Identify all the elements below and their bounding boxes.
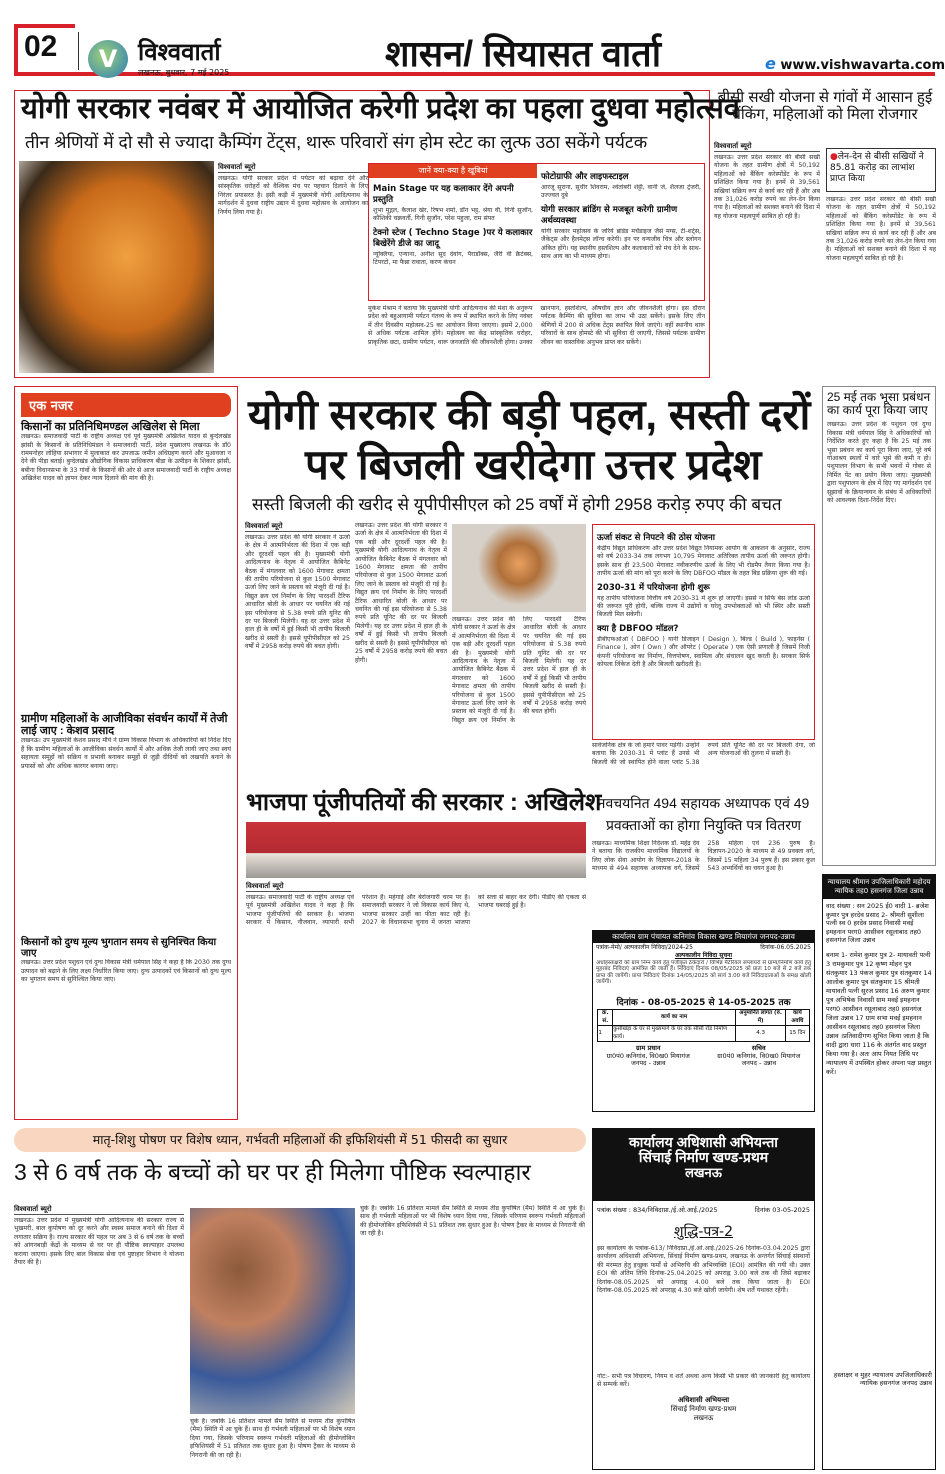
text-block: सिंचाई निर्माण खण्ड-प्रथम <box>638 1149 769 1166</box>
text-block: क्या है DBFOO मॉडल? <box>597 623 679 634</box>
text-block: कार्य का नाम <box>613 1010 736 1026</box>
main-headline-line1: योगी सरकार की बड़ी पहल, सस्ती दरों <box>248 391 811 438</box>
text-block: कार्यालय ग्राम पंचायत कनिगांव विकास खण्ड मियागंज जनपद-उन्नाव <box>593 931 814 943</box>
nutrition-banner: मातृ-शिशु पोषण पर विशेष ध्यान, गर्भवती महिलाओं की इफिशियंसी में 51 फीसदी का सुधार <box>14 1128 586 1152</box>
logo-name: विश्ववार्ता <box>138 39 221 66</box>
page-number: 02 <box>24 30 58 63</box>
energy-box <box>592 524 815 740</box>
teachers-headline: नवचयनित 494 सहायक अध्यापक एवं 49 प्रवक्ताओं का होगा नियुक्ति पत्र वितरण <box>597 795 810 833</box>
text-block: नोट:- सभी पत्र विचारण, नियम व शर्तें अथवा अन्य किसी भी प्रकार की जानकारी हेतु कार्यालय से सम्पर्क करें। <box>597 1373 810 1389</box>
article-body: मुकेश मेश्राम ने बताया कि मुख्यमंत्री योगी आदित्यनाथ की मंशा के अनुरूप प्रदेश को बहुआयामी पर्यटन गंतव्य के रूप में स्थापित करने के लिए नवंबर में तीन दिवसीय महोत्सव-25 का आयोजन किया जाएगा। इसमें 2,000 से अधिक पर्यटक शामिल होंगे। महोत्सव का केंद्र सांस्कृतिक धरोहर, प्राकृतिक छटा, ग्रामीण पर्यटन, थारू जनजाति की जीवनशैली होगा। उनका खानपान, हस्तशिल्प, औषधीय ज्ञान और जीवनशैली होगा। इस दौरान पर्यटक कैम्पिंग की सुविधा का लाभ भी उठा सकेंगे। इसके लिए तीन श्रेणियों में 200 से अधिक टेंट्स स्थापित किये जाएंगे। वहीं स्थानीय थारू परिवारों के साथ होमस्टे की भी सुविधा दी जाएगी, जिससे पर्यटक ग्रामीण जीवन का वास्तविक अनुभव प्राप्त कर सकेंगे। <box>368 305 705 346</box>
akhilesh-photo <box>246 822 586 878</box>
text-block: ऊर्जा संकट से निपटने की ठोस योजना <box>597 533 715 543</box>
text-block: लखनऊ। उत्तर प्रदेश की योगी सरकार ने ऊर्जा के क्षेत्र में आत्मनिर्भरता की दिशा में एक बड़ी और दूरदर्शी पहल की है। मुख्यमंत्री योगी आदित्यनाथ के नेतृत्व में आयोजित कैबिनेट बैठक में मंगलवार को 1600 मेगावाट क्षमता की तापीय परियोजना से कुल 1500 मेगावाट ऊर्जा लिए जाने के प्रस्ताव को मंजूरी दी गई है। विद्युत क्रय एवं निर्माण के लिए पारदर्शी टैरिफ आधारित बोली के आधार पर चयनित की गई इस परियोजना से 5.38 रुपये प्रति यूनिट की दर पर बिजली मिलेगी। यह दर उत्तर प्रदेश में हाल ही के वर्षों में हुई किसी भी तापीय बिजली खरीद से सस्ती है। इससे यूपीपीसीएल को 25 वर्षों में 2958 करोड़ रुपये की बचत होगी। <box>355 522 447 664</box>
text-block: टेक्नो स्टेज ( Techno Stage )पर ये कलाकार बिखेरेंगे डीजे का जादू <box>373 227 533 249</box>
text-block: चुके हैं। जबकि 16 प्रतिशत मामले सैम स्थिति से मध्यम तीव्र कुपोषित (मैम) स्थिति में आ चुके हैं। साथ ही गर्भवती महिलाओं पर भी विशेष ध्यान दिया गया, जिसके परिणाम स्वरूप गर्भवती महिलाओं की हीमोग्लोबिन इफिशियंसी में 51 प्रतिशत तक सुधार हुआ है। पोषण ट्रैकर के माध्यम से निगरानी की जा रही है। <box>190 1418 355 1459</box>
text-block: वाद संख्या : सन 2025 ई0 वादी 1- ब्रजेश कुमार पुत्र हरदेव प्रसाद 2- श्रीमती सुशीला पत्नी स्व 0 हरदेव प्रसाद निवासी मवई इमहनान परग0 आसीवन रसूलाबाद तह0 हसनगंज जिला उन्नाव <box>826 902 929 944</box>
works-table <box>597 1009 809 1042</box>
text-block: फोटोग्राफी और लाइफस्टाइल <box>541 172 629 182</box>
text-block: केंद्रीय विद्युत प्राधिकरण और उत्तर प्रदेश विद्युत नियामक आयोग के आकलन के अनुसार, राज्य को वर्ष 2033-34 तक लगभग 10,795 मेगावाट अतिरिक्त तापीय ऊर्जा की जरूरत होगी। इसके साथ ही 23,500 मेगावाट नवीकरणीय ऊर्जा के लिए भी रोडमैप तैयार किया गया है। तापीय ऊर्जा की मांग को पूरा करने के लिए DBFOO मॉडल के तहत बिड प्रक्रिया शुरू की गई। <box>597 545 810 578</box>
text-block: ग्राम प्रधान <box>636 1044 661 1052</box>
text-block: न्यायालय श्रीमान उपजिलाधिकारी महोदय न्यायिक तह0 हसनगंज जिला उन्नाव <box>823 875 935 899</box>
text-block: बीसी सखी योजना से गांवों में आसान हुई बैंकिंग, महिलाओं को मिला रोजगार <box>717 89 933 123</box>
text-block: किसानों का प्रतिनिधिमण्डल अखिलेश से मिला <box>21 421 200 433</box>
bc-sakhi-story <box>714 90 936 378</box>
text-block: अधोहस्ताक्षरी को ग्राम निम्न कार्य हेतु पंजीकृत ठेकेदारों / विभिन्न मैटेरियल सप्लायरों से ग्राम्य/निर्माण कार्य हेतु मुहरबंद निविदाएं आमंत्रित की जाती हैं। निविदाएं दिनांक 08/05/2025 को प्रातः 10 बजे से 2 बजे तक प्राप्त की जायेंगी। प्राप्त निविदाएं दिनांक 14/05/2025 को सायं 3.00 बजे निविदादाताओं के समक्ष खोली जायेंगी। <box>596 959 811 985</box>
text-block: आरजू सुराना, सुधीर शिवराम, श्वेतांबरी शेट्टी, वानी जे, शैलजा ट्रेजरी, उज्ज्वल दुबे <box>541 184 701 200</box>
bhusa-story <box>822 386 936 866</box>
text-block: कार्यालय अधिशासी अभियन्ता <box>629 1134 778 1150</box>
text-block: लखनऊ। उत्तर प्रदेश की योगी सरकार ने ऊर्जा के क्षेत्र में आत्मनिर्भरता की दिशा में एक बड़ी और दूरदर्शी पहल की है। मुख्यमंत्री योगी आदित्यनाथ के नेतृत्व में आयोजित कैबिनेट बैठक में मंगलवार को 1600 मेगावाट क्षमता की तापीय परियोजना से कुल 1500 मेगावाट ऊर्जा लिए जाने के प्रस्ताव को मंजूरी दी गई है। विद्युत क्रय एवं निर्माण के लिए पारदर्शी टैरिफ आधारित बोली के आधार पर चयनित की गई इस परियोजना से 5.38 रुपये प्रति यूनिट की दर पर बिजली मिलेगी। यह दर उत्तर प्रदेश में हाल ही के वर्षों में हुई किसी भी तापीय बिजली खरीद से सस्ती है। इससे यूपीपीसीएल को 25 वर्षों में 2958 करोड़ रुपये की बचत होगी। <box>245 534 350 651</box>
text-block: विश्ववार्ता ब्यूरो <box>245 522 350 532</box>
text-block: किसानों को दुग्ध मूल्य भुगतान समय से सुनिश्चित किया जाए <box>21 937 217 960</box>
text-block: डीबीएफओओ ( DBFOO ) यानी डिजाइन ( Design ), बिल्ड ( Build ), फाइनेंस ( Finance ), ओन ( Own ) और ऑपरेट ( Operate ) एक ऐसी प्रणाली है जिसमें निजी कंपनी परियोजना का निर्माण, वित्तपोषण, स्वामित्व और संचालन खुद करती है। सरकार सिर्फ कोयला लिंकेज देती है और बिजली खरीदती है। <box>597 635 810 669</box>
text-block: पत्रांक संख्या : 834/निविदाप्रा./ई.ओ.आई./2025 <box>597 1206 718 1214</box>
text-block: जनपद - उन्नाव <box>741 1059 777 1067</box>
text-block: जनपद - उन्नाव <box>630 1059 666 1067</box>
text-block: विश्ववार्ता ब्यूरो <box>14 1205 184 1215</box>
tiger-photo <box>19 161 214 373</box>
text-block: लखनऊ <box>693 1413 714 1422</box>
text-block: विश्ववार्ता ब्यूरो <box>218 163 368 173</box>
text-block: न्यूक्लिया, एन्याना, अनीश सूद देवांग, पैराडॉक्स, जैरी वी क्रैटेक्स, टिपरटो, मा फैन्ना रावाता, करण कंचन <box>373 250 533 267</box>
text-block: दिनांक 03-05-2025 <box>754 1206 810 1214</box>
text-block: योगी सरकार ब्रांडिंग से मजबूत करेगी ग्रामीण अर्थव्यवस्था <box>541 204 678 226</box>
text-block: लखनऊ <box>685 1164 722 1180</box>
yogi-photo <box>452 524 586 612</box>
text-block: सचिव <box>751 1044 766 1052</box>
text-block: लेन-देन से बीसी सखियों ने 85.81 करोड़ का लाभांश प्राप्त किया <box>830 152 924 184</box>
text-block: सिंचाई निर्माण खण्ड-प्रथम <box>670 1404 737 1413</box>
text-block: लखनऊ। समाजवादी पार्टी के राष्ट्रीय अध्यक्ष एवं पूर्व मुख्यमंत्री अखिलेश यादव ने कहा है कि भाजपा पूंजीपतियों की सरकार है। भाजपा सरकार में किसान, नौजवान, व्यापारी सभी परेशान हैं। महंगाई और बेरोजगारी चरम पर है। समाजवादी सरकार ने जो विकास कार्य किए थे, भाजपा सरकार उन्हीं का फीता काट रही है। 2027 के विधानसभा चुनाव में जनता भाजपा को सत्ता से बाहर कर देगी। पीडीए की एकता से भाजपा घबराई हुई है। <box>246 894 586 927</box>
section-title: शासन/ सियासत वार्ता <box>385 33 662 74</box>
highlight-box: ●लेन-देन से बीसी सखियों ने 85.81 करोड़ का लाभांश प्राप्त किया <box>826 148 936 192</box>
features-box <box>368 163 705 301</box>
text-block: 15 दिन <box>786 1026 809 1042</box>
text-block: 2030-31 में परियोजना होगी शुरू <box>597 582 710 593</box>
text-block: विश्ववार्ता ब्यूरो <box>246 882 351 892</box>
text-block: ग्रामीण महिलाओं के आजीविका संवर्धन कार्यों में तेजी लाई जाए : केशव प्रसाद <box>21 713 228 738</box>
place-date: लखनऊ, बुधवार, 7 मई 2025 <box>138 68 230 77</box>
text-block: लखनऊ। उत्तर प्रदेश पशुधन एवं दुग्ध विकास मंत्री धर्मपाल सिंह ने कहा है कि 2030 तक दुग्ध उत्पादन को बढ़ाने के लिए लक्ष्य निर्धारित किया जाए। दुग्ध उत्पादकों एवं किसानों को दुग्ध मूल्य का भुगतान समय से सुनिश्चित किया जाए। <box>21 959 231 984</box>
text-block: अधिशासी अभियन्ता <box>677 1395 730 1404</box>
text-block: विश्ववार्ता ब्यूरो <box>714 142 820 152</box>
text-block: 1 <box>598 1026 613 1042</box>
text-block: कार्य अवधि <box>786 1010 809 1026</box>
browser-icon: e <box>765 54 776 73</box>
main-subhead: सस्ती बिजली की खरीद से यूपीपीसीएल को 25 वर्षों में होगी 2958 करोड़ रुपए की बचत <box>252 495 782 514</box>
text-block: www.vishwavarta.com <box>780 58 945 73</box>
text-block: लखनऊ। उत्तर प्रदेश में मुख्यमंत्री योगी आदित्यनाथ की सरकार राज्य से भुखमरी, बाल कुपोषण को दूर करने और स्वस्थ समाज बनाने की दिशा में लगातार सक्रिय है। राज्य सरकार की पहल पर अब 3 से 6 वर्ष तक के बच्चों को आंगनबाड़ी केंद्रों के माध्यम से घर पर ही पौष्टिक स्वल्पाहार उपलब्ध कराया जाएगा। इसके लिए बाल विकास सेवा एवं पुष्टाहार विभाग ने योजना तैयार की है। <box>14 1217 184 1267</box>
text-block: लखनऊ। उत्तर प्रदेश सरकार की बीसी सखी योजना के तहत ग्रामीण क्षेत्रों में 50,192 महिलाओं को बैंकिंग करेस्पोंडेंट के रूप में प्रशिक्षित किया गया है। इनमें से 39,561 सखियां सक्रिय रूप से कार्य कर रही हैं और अब तक 31,026 करोड़ रुपये का लेन-देन किया गया है। महिलाओं को सशक्त बनाने की दिशा में यह योजना महत्वपूर्ण साबित हो रही है। <box>826 196 936 262</box>
text-block: Main Stage पर यह कलाकार देंगे अपनी प्रस्तुति <box>373 184 514 205</box>
text-block: योगी सरकार महोत्सव के जरिये ब्रांडेड मर्चेंडाइज जैसे मग्स, टी-शर्ट्स, जैकेट्स और हैलमेट्स लॉन्च करेगी। इन पर वन्यजीव चित्र और स्लोगन अंकित होंगे। यह स्थानीय हस्तशिल्प और कलाकारों को मंच देने के साथ-साथ आय का भी माध्यम होगा। <box>541 227 701 261</box>
text-block: हस्ताक्षर व मुहर न्यायालय उपजिलाधिकारी न्यायिक हसनगंज जनपद उन्नाव <box>833 1370 932 1387</box>
text-block: लखनऊ। समाजवादी पार्टी के राष्ट्रीय अध्यक्ष एवं पूर्व मुख्यमंत्री अखिलेश यादव से बुन्देलखंड झांसी के किसानों के प्रतिनिधिमंडल ने समाजवादी पार्टी, प्रदेश मुख्यालय लखनऊ के डॉ0 राममनोहर लोहिया सभागार में मुलाकात कर उपजाऊ जमीन अधिग्रहण करने और मुआवजा न देने की पीड़ा बताई। बुन्देलखंड औद्योगिक विकास प्राधिकरण बीडा के उत्पीड़न के शिकार झांसी, बबीना विधानसभा के 33 गांवों के किसानों की ओर से आज समाजवादी पार्टी के राष्ट्रीय अध्यक्ष अखिलेश यादव को ज्ञापन देकर न्याय दिलाने की मांग की है। <box>21 433 231 483</box>
text-block: 25 मई तक भूसा प्रबंधन का कार्य पूरा किया जाए <box>827 390 931 418</box>
subhead: तीन श्रेणियों में दो सौ से ज्यादा कैम्पिंग टेंट्स, थारू परिवारों संग होम स्टेट का लुत्फ उठा सकेंगे पर्यटक <box>25 132 648 152</box>
article-body: लखनऊ। योगी सरकार प्रदेश में पर्यटन को बढ़ावा देने और सांस्कृतिक धरोहरों को वैश्विक मंच पर पहचान दिलाने के लिए निरंतर प्रयासरत है। इसी कड़ी में मुख्यमंत्री योगी आदित्यनाथ के मार्गदर्शन में दुधवा राष्ट्रीय उद्यान में दुधवा महोत्सव के आयोजन का निर्णय लिया गया है। <box>218 175 368 216</box>
text-block: लखनऊ। उप मुख्यमंत्री केशव प्रसाद मौर्य ने ग्राम्य विकास विभाग के अधिकारियों को निर्देश दिए हैं कि ग्रामीण महिलाओं के आजीविका संवर्धन कार्यों में और अधिक तेजी लायी जाए तथा स्वयं सहायता समूहों को सक्रिय व प्रभावी बनाकर समूहों से जुड़ी दीदियों को लखपति बनाने के प्रयासों को और अधिक कारगर बनाया जाए। <box>21 737 231 770</box>
nutrition-headline: 3 से 6 वर्ष तक के बच्चों को घर पर ही मिलेगा पौष्टिक स्वल्पाहार <box>14 1159 531 1185</box>
text-block: क्र. सं. <box>598 1010 613 1026</box>
text-block: सार्वजनिक क्षेत्र के जो हमारे पावर पड़ेगी। उन्होंने बताया कि 2030-31 में प्लांट हैं उनसे भी बिजली की जो स्थापित होने वाला प्लांट 5.38 रुपये प्रति यूनिट की दर पर बिजली देगा, जो अन्य योजनाओं की तुलना में सस्ती है। <box>592 742 815 766</box>
children-photo <box>190 1208 355 1414</box>
text-block: लखनऊ। माध्यमिक शिक्षा निदेशक डॉ. महेंद्र देव ने बताया कि राजकीय माध्यमिक विद्यालयों के लिए लोक सेवा आयोग के विज्ञापन-2018 के माध्यम से 494 सहायक अध्यापक वर्ग, जिसमें 258 महिला एवं 236 पुरुष हैं। विज्ञापन-2020 के माध्यम से 49 प्रवक्ता वर्ग, जिसमें 15 महिला 34 पुरुष हैं। इस प्रकार कुल 543 अभ्यर्थियों का चयन हुआ है। <box>592 840 815 873</box>
text-block: दिनांक-06.05.2025 <box>760 943 811 951</box>
ek-nazar-column <box>14 386 238 1120</box>
headline: योगी सरकार नवंबर में आयोजित करेगी प्रदेश का पहला दुधवा महोत्सव <box>21 93 740 125</box>
text-block: शुभा मुद्गल, कैलाश खेर, रिषभ शर्मा, डॉन भट्ट, श्रेया वी, गिनी सुजॉन, कौशिकी चक्रवर्ती, गिनी सुजॉन, परेश पहुजा, राम संपत <box>373 207 533 223</box>
text-block: पत्रांक-मेमो/ अल्पकालीन निविदा/2024-25 <box>596 943 693 951</box>
text-block: लखनऊ। उत्तर प्रदेश के पशुधन एवं दुग्ध विकास मंत्री धर्मपाल सिंह ने अधिकारियों को निर्देशित करते हुए कहा है कि 25 मई तक भूसा प्रबंधन का कार्य पूरा किया जाए, पूरे वर्ष गोआश्रय स्थलों में चारे भूसे की कमी न हो। पशुपालन विभाग के सभी भवनों में गोबर से निर्मित पेंट का प्रयोग किया जाए। मुख्यमंत्री द्वारा पशुपालन के क्षेत्र में दिए गए मार्गदर्शन एवं सुझावों के क्रियान्वयन के संबंध में अधिकारियों को आवश्यक दिशा-निर्देश दिए। <box>827 421 931 505</box>
website-link[interactable] <box>765 54 945 73</box>
text-block: कुर्सीखेड़ा के घर से मुख्यमार्ग के घर तक सीसी रोड निर्माण कार्य। <box>613 1026 736 1042</box>
text-block: इस कार्यालय के पत्रांक-613/ निविदाप्रा./ई.ओ.आई./2025-26 दिनांक-03.04.2025 द्वारा कार्यालय अधिशासी अभियन्ता, सिंचाई निर्माण खण्ड-प्रथम, लखनऊ के अन्तर्गत सिंचाई संस्थानों की मरम्मत हेतु इच्छुक फर्मों से अभिरुचि की अभिव्यक्ति (EOI) आमंत्रित की गयी थी। उक्त EOI की अंतिम तिथि दिनांक-25.04.2025 को अपराह्न 3.00 बजे तक थी जिसे बढ़ाकर दिनांक-08.05.2025 को अपराह्न 4.00 बजे तक किया जाता है। EOI दिनांक-08.05.2025 को अपराह्न 4.30 बजे खोली जायेगी। शेष शर्तें यथावत रहेंगी। <box>597 1245 810 1295</box>
court-notice <box>822 874 936 1470</box>
text-block: लखनऊ। उत्तर प्रदेश सरकार की बीसी सखी योजना के तहत ग्रामीण क्षेत्रों में 50,192 महिलाओं को बैंकिंग करेस्पोंडेंट के रूप में प्रशिक्षित किया गया है। इनमें से 39,561 सखियां सक्रिय रूप से कार्य कर रही हैं और अब तक 31,026 करोड़ रुपये का लेन-देन किया गया है। महिलाओं को सशक्त बनाने की दिशा में यह योजना महत्वपूर्ण साबित हो रही है। <box>714 154 820 220</box>
akhilesh-headline: भाजपा पूंजीपतियों की सरकार : अखिलेश <box>246 789 602 816</box>
text-block: बनाम 1- रामेश कुमार पुत्र 2- मायावती पत्नी 3 रामकुमार पुत्र 12 कृष्ण मोहन पुत्र संतकुमार 13 पंकज कुमार पुत्र संतकुमार 14 आलोक कुमार पुत्र संतकुमार 15 श्रीमती मायावती पत्नी सुरज प्रसाद 16 अरुण कुमार पुत्र अभिषेक निवासी ग्राम मवई इमहनान परग0 आसीवन रसूलाबाद तह0 हसनगंज जिला उन्नाव 17 ग्राम सभा मवई इमहनान आसीवन रसूलाबाद तह0 हसनगंज जिला उन्नाव ।प्रतिवादीगण सूचित किया जाता है कि वादी द्वारा धारा 116 के अंतर्गत वाद प्रस्तुत किया गया है। अतः आप नियत तिथि पर न्यायालय में उपस्थित होकर अपना पक्ष प्रस्तुत करें। <box>826 950 932 1076</box>
logo-icon: V <box>88 40 128 78</box>
text-block: अल्पकालीन निविदा सूचना <box>674 952 733 959</box>
text-block: ग्रा0पं0 कनिगांव, वि0ख0 मियागंज <box>717 1051 801 1060</box>
features-box-title: जानें क्या-क्या है खूबियां <box>369 164 537 178</box>
irrigation-notice <box>592 1128 815 1470</box>
ek-nazar-label: एक नजर <box>21 393 231 417</box>
main-headline-line2: पर बिजली खरीदेगा उत्तर प्रदेश <box>305 441 762 488</box>
text-block: दिनांक - 08-05-2025 से 14-05-2025 तक <box>616 997 791 1008</box>
text-block: यह तापीय परियोजना वित्तीय वर्ष 2030-31 में शुरू हो जाएगी। इससे न सिर्फ बेस लोड ऊर्जा की जरूरत पूरी होगी, बल्कि राज्य में उद्योगों व घरेलू उपभोक्ताओं को भी स्थिर और सस्ती बिजली मिल सकेगी। <box>597 594 810 619</box>
text-block: लखनऊ। उत्तर प्रदेश की योगी सरकार ने ऊर्जा के क्षेत्र में आत्मनिर्भरता की दिशा में एक बड़ी और दूरदर्शी पहल की है। मुख्यमंत्री योगी आदित्यनाथ के नेतृत्व में आयोजित कैबिनेट बैठक में मंगलवार को 1600 मेगावाट क्षमता की तापीय परियोजना से कुल 1500 मेगावाट ऊर्जा लिए जाने के प्रस्ताव को मंजूरी दी गई है। विद्युत क्रय एवं निर्माण के लिए पारदर्शी टैरिफ आधारित बोली के आधार पर चयनित की गई इस परियोजना से 5.38 रुपये प्रति यूनिट की दर पर बिजली मिलेगी। यह दर उत्तर प्रदेश में हाल ही के वर्षों में हुई किसी भी तापीय बिजली खरीद से सस्ती है। इससे यूपीपीसीएल को 25 वर्षों में 2958 करोड़ रुपये की बचत होगी। <box>452 616 586 724</box>
text-block: चुके हैं। जबकि 16 प्रतिशत मामले सैम स्थिति से मध्यम तीव्र कुपोषित (मैम) स्थिति में आ चुके हैं। साथ ही गर्भवती महिलाओं पर भी विशेष ध्यान दिया गया, जिसके परिणाम स्वरूप गर्भवती महिलाओं की हीमोग्लोबिन इफिशियंसी में 51 प्रतिशत तक सुधार हुआ है। पोषण ट्रैकर के माध्यम से निगरानी की जा रही है। <box>360 1205 585 1238</box>
top-story <box>14 90 740 378</box>
tender-notice <box>592 930 815 1112</box>
text-block: अनुमानित लागत (रु. में) <box>736 1010 786 1026</box>
text-block: ग्रा0पं0 कनिगांव, वि0ख0 मियागंज <box>606 1051 690 1060</box>
text-block: शुद्धि-पत्र-2 <box>673 1224 734 1240</box>
text-block: 4.3 <box>736 1026 786 1042</box>
